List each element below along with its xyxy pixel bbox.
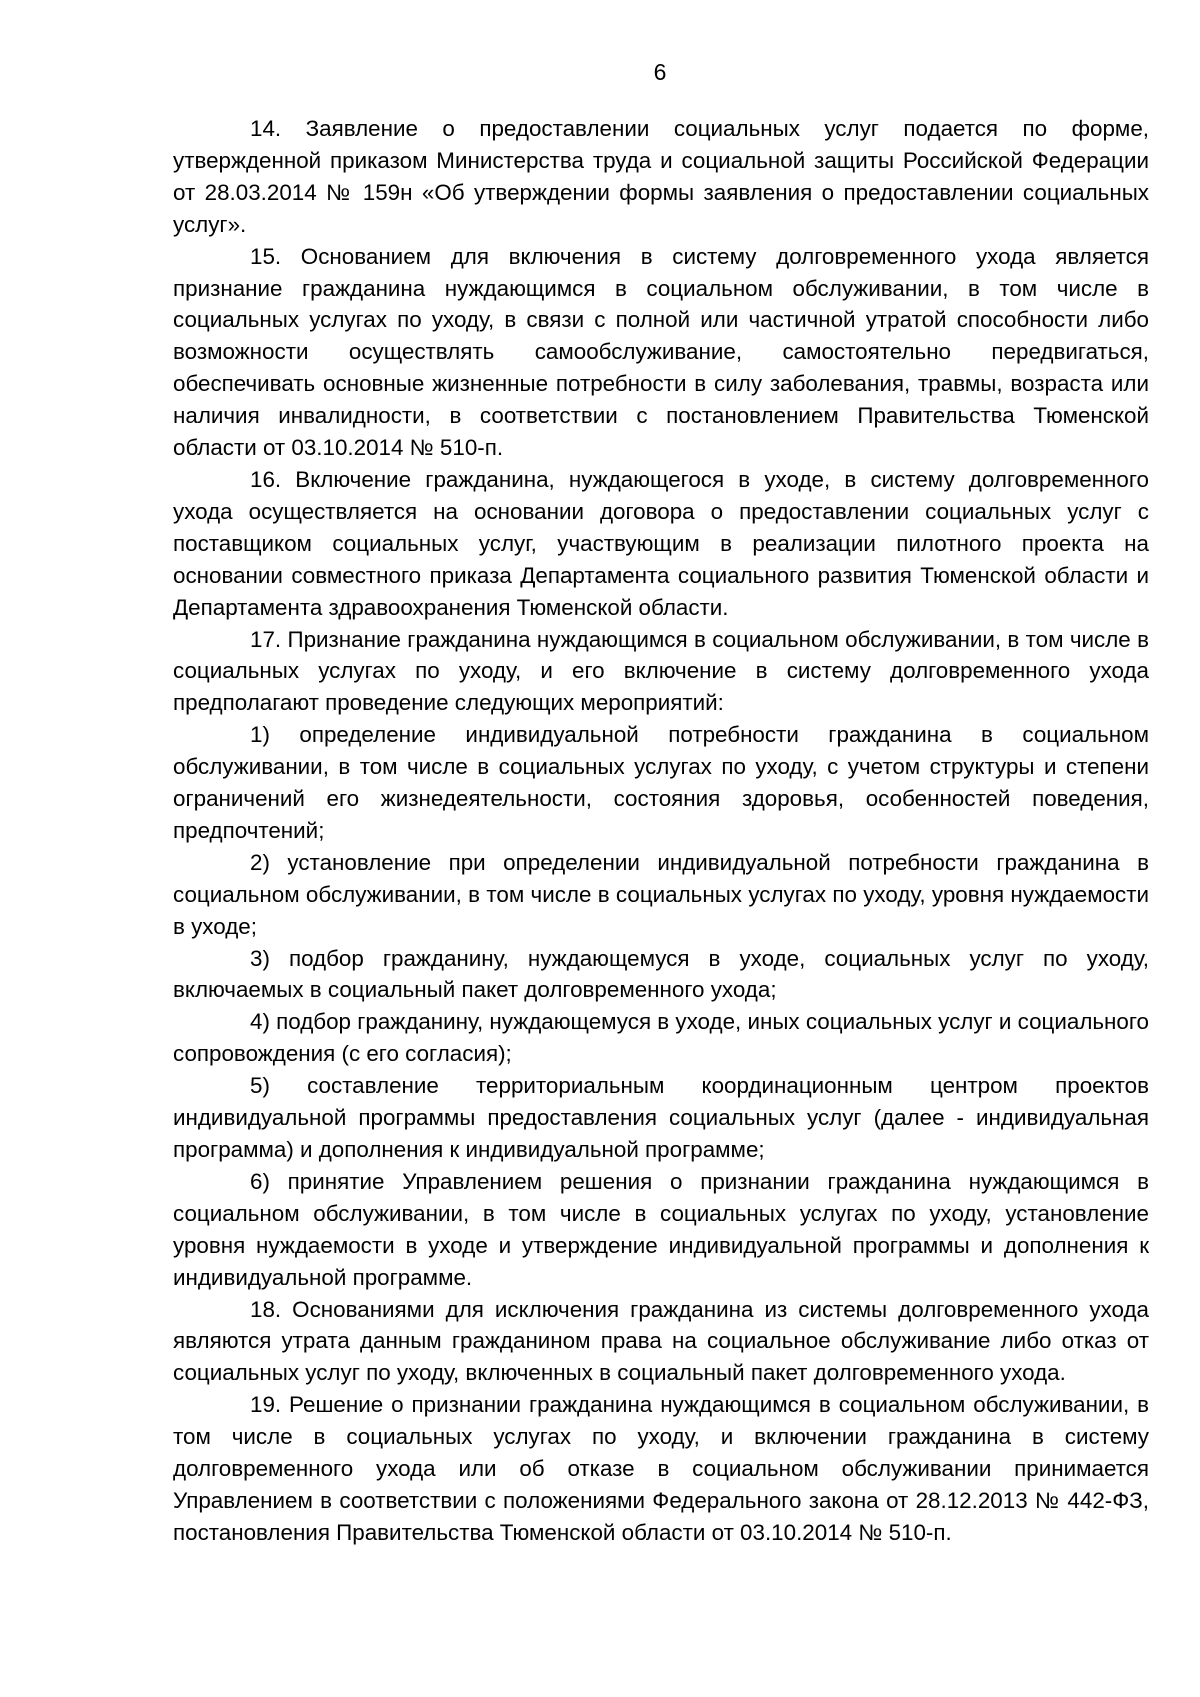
paragraph-18: 18. Основаниями для исключения гражданина из системы долговременного ухода являются утрата данным гражданином права на социальное обслуживание либо отказ от социальных услуг по уходу, включенных в социальный пакет долговременного ухода. <box>173 1296 1149 1386</box>
list-item-5: 5) составление территориальным координационным центром проектов индивидуальной программы предоставления социальных услуг (далее - индивидуальная программа) и дополнения к индивидуальной программе; <box>173 1073 1149 1162</box>
paragraph-14: 14. Заявление о предоставлении социальных услуг подается по форме, утвержденной приказом Министерства труда и социальной защиты Российской Федерации от 28.03.2014 № 159н «Об утверждении формы заявления о предоставлении социальных услуг». <box>173 116 1149 237</box>
list-item-6: 6) принятие Управлением решения о признании гражданина нуждающимся в социальном обслуживании, в том числе в социальных услугах по уходу, установление уровня нуждаемости в уходе и утверждение индивидуальной программы и дополнения к индивидуальной программе. <box>173 1168 1149 1290</box>
document-body <box>173 113 1149 1549</box>
paragraph-15: 15. Основанием для включения в систему долговременного ухода является признание гражданина нуждающимся в социальном обслуживании, в том числе в социальных услугах по уходу, в связи с полной или частичной утратой способности либо возможности осуществлять самообслуживание, самостоятельно передвигаться, обеспечивать основные жизненные потребности в силу заболевания, травмы, возраста или наличия инвалидности, в соответствии с постановлением Правительства Тюменской области от 03.10.2014 № 510-п. <box>173 243 1149 461</box>
list-item-1: 1) определение индивидуальной потребности гражданина в социальном обслуживании, в том числе в социальных услугах по уходу, с учетом структуры и степени ограничений его жизнедеятельности, состояния здоровья, особенностей поведения, предпочтений; <box>173 722 1149 843</box>
list-item-4: 4) подбор гражданину, нуждающемуся в уходе, иных социальных услуг и социального сопровождения (с его согласия); <box>173 1009 1150 1067</box>
paragraph-16: 16. Включение гражданина, нуждающегося в уходе, в систему долговременного ухода осуществляется на основании договора о предоставлении социальных услуг с поставщиком социальных услуг, участвующим в реализации пилотного проекта на основании совместного приказа Департамента социального развития Тюменской области и Департамента здравоохранения Тюменской области. <box>173 466 1149 620</box>
paragraph-19: 19. Решение о признании гражданина нуждающимся в социальном обслуживании, в том числе в социальных услугах по уходу, и включении гражданина в систему долговременного ухода или об отказе в социальном обслуживании принимается Управлением в соответствии с положениями Федерального закона от 28.12.2013 № 442-ФЗ, постановления Правительства Тюменской области от 03.10.2014 № 510-п. <box>173 1392 1149 1545</box>
list-item-3: 3) подбор гражданину, нуждающемуся в уходе, социальных услуг по уходу, включаемых в социальный пакет долговременного ухода; <box>173 945 1149 1003</box>
paragraph-17: 17. Признание гражданина нуждающимся в социальном обслуживании, в том числе в социальных услугах по уходу, и его включение в систему долговременного ухода предполагают проведение следующих мероприятий: <box>173 626 1149 716</box>
page-number: 6 <box>653 59 667 85</box>
list-item-2: 2) установление при определении индивидуальной потребности гражданина в социальном обслуживании, в том числе в социальных услугах по уходу, уровня нуждаемости в уходе; <box>173 849 1149 939</box>
